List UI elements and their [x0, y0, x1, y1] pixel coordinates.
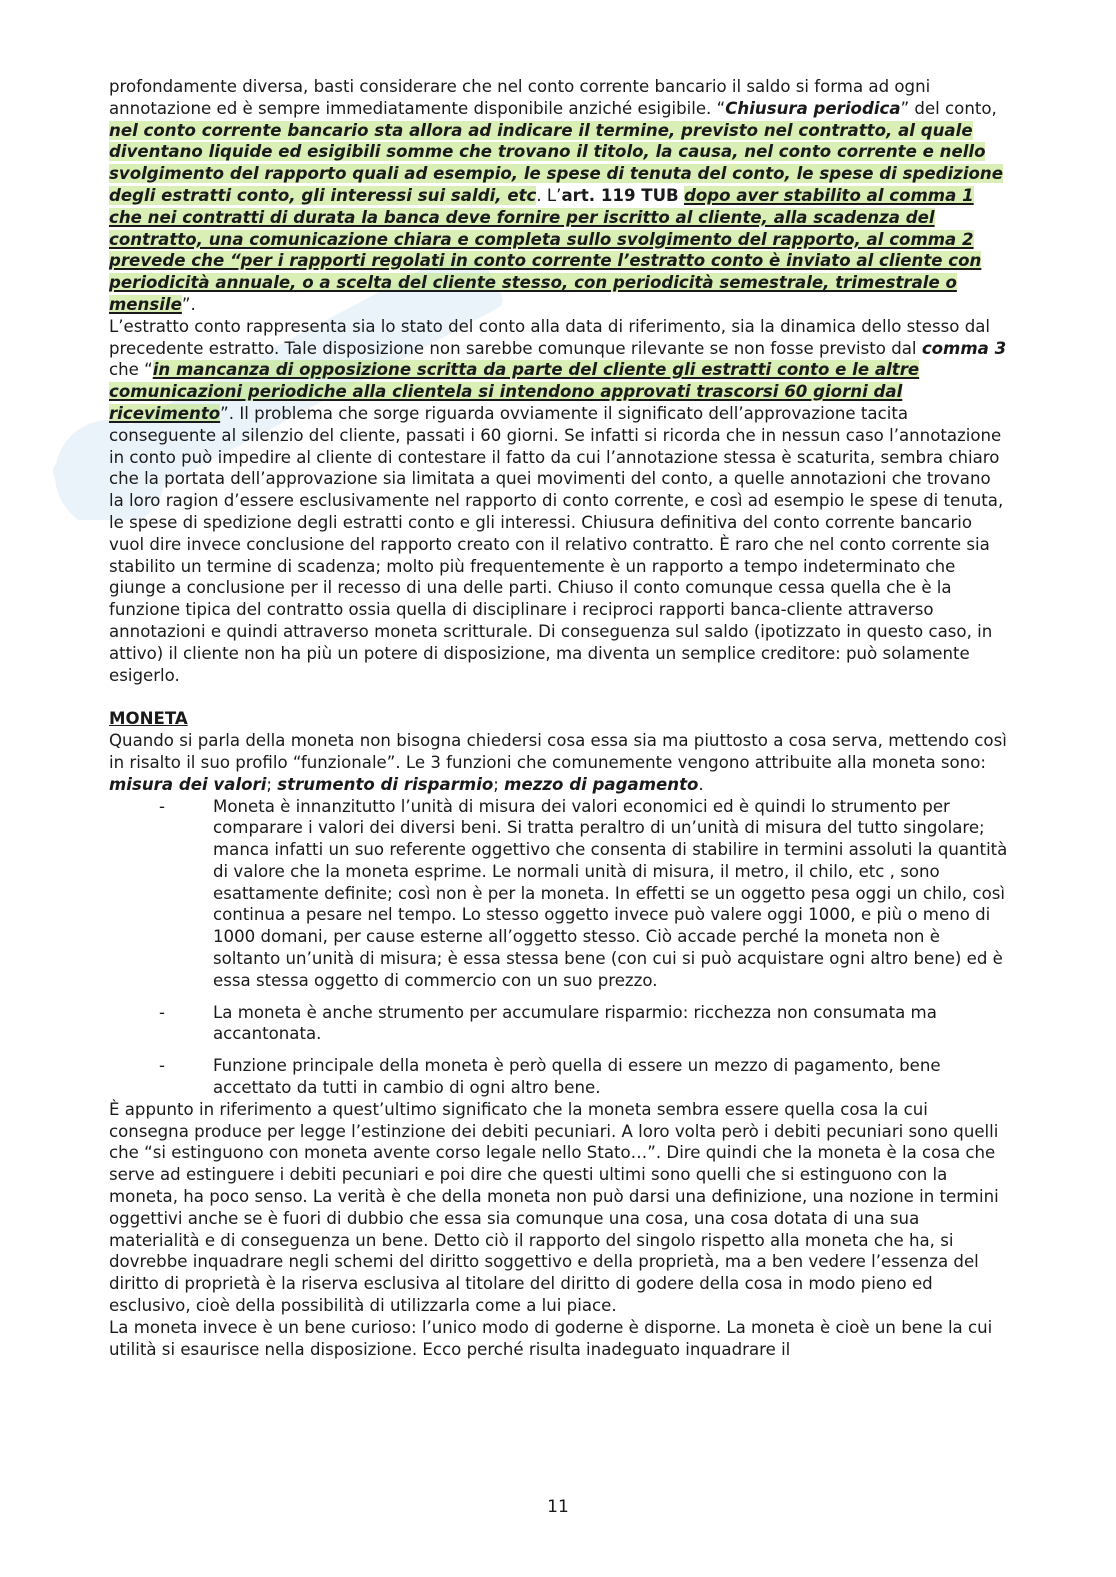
- moneta-functions-list: [109, 796, 1009, 1099]
- page-number: 11: [547, 1497, 569, 1517]
- reference-art-119: art. 119 TUB: [561, 185, 679, 205]
- list-item: - Moneta è innanzitutto l’unità di misura dei valori economici ed è quindi lo strumento per comparare i valori dei diversi beni. Si tratta peraltro di un’unità di misura del tutto singolare; manca infatti un suo referente oggettivo che consenta di stabilire in termini assoluti la quantità di valore che la moneta esprime. Le normali unità di misura, il metro, il chilo, etc , sono esattamente definite; così non è per la moneta. In effetti se un oggetto pesa oggi un chilo, così continua a pesare nel tempo. Lo stesso oggetto invece può valere oggi 1000, e più o meno di 1000 domani, per cause esterne all’oggetto stesso. Ciò accade perché la moneta non è soltanto un’unità di misura; è essa stessa bene (con cui si può acquistare ogni altro bene) ed è essa stessa oggetto di commercio con un suo prezzo.: [159, 796, 1008, 990]
- list-item: - La moneta è anche strumento per accumulare risparmio: ricchezza non consumata ma accantonata.: [159, 1002, 937, 1044]
- reference-comma-3: comma 3: [921, 338, 1007, 358]
- list-item: - Funzione principale della moneta è però quella di essere un mezzo di pagamento, bene accettato da tutti in cambio di ogni altro bene.: [159, 1056, 941, 1098]
- section-heading-moneta: MONETA: [109, 709, 188, 729]
- paragraph-debiti-pecuniari: È appunto in riferimento a quest’ultimo significato che la moneta sembra essere quella cosa la cui consegna produce per legge l’estinzione dei debiti pecuniari. A loro volta però i debiti pecuniari sono quelli che “si estinguono con moneta avente corso legale nello Stato…”. Dire quindi che la moneta è la cosa che serve ad estinguere i debiti pecuniari e poi dire che questi ultimi sono quelli che si estinguono con la moneta, ha poco senso. La verità è che della moneta non può darsi una definizione, una nozione in termini oggettivi anche se è fuori di dubbio che essa sia comunque una cosa, una cosa dotata di una sua materialità e di conseguenza un bene. Detto ciò il rapporto del singolo rispetto alla moneta che ha, si dovrebbe inquadrare negli schemi del diritto soggettivo e della proprietà, ma a ben vedere l’essenza del diritto di proprietà è la riserva esclusiva al titolare del diritto di godere della cosa in modo pieno ed esclusivo, cioè della possibilità di utilizzarla come a lui piace.: [109, 1099, 999, 1316]
- dash-marker: -: [159, 1056, 165, 1076]
- highlight-definition: nel conto corrente bancario sta allora ad indicare il termine, previsto nel contratto, al quale diventano liquide ed esigibili somme che trovano il titolo, la causa, nel conto corrente e nello svolgimento del rapporto quali ad esempio, le spese di tenuta del conto, le spese di spedizione degli estratti conto, gli interessi sui saldi, etc: [109, 120, 1003, 205]
- paragraph-moneta-intro: Quando si parla della moneta non bisogna chiedersi cosa essa sia ma piuttosto a cosa serva, mettendo così in risalto il suo profilo “funzionale”. Le 3 funzioni che comunemente vengono attribuite alla moneta sono: misura dei valori; strumento di risparmio; mezzo di pagamento.: [109, 731, 1007, 794]
- term-strumento-risparmio: strumento di risparmio: [277, 774, 494, 794]
- paragraph-estratto-conto: L’estratto conto rappresenta sia lo stato del conto alla data di riferimento, sia la dinamica dello stesso dal precedente estratto. Tale disposizione non sarebbe comunque rilevante se non fosse previsto dal comma 3 che “in mancanza di opposizione scritta da parte del cliente gli estratti conto e le altre comunicazioni periodiche alla clientela si intendono approvati trascorsi 60 giorni dal ricevimento”. Il problema che sorge riguarda ovviamente il significato dell’approvazione tacita conseguente al silenzio del cliente, passati i 60 giorni. Se infatti si ricorda che in nessun caso l’annotazione in conto può impedire al cliente di contestare il fatto da cui l’annotazione stessa è scaturita, sembra chiaro che la portata dell’approvazione sia limitata a quei movimenti del conto, a quelle annotazioni che trovano la loro ragion d’essere esclusivamente nel rapporto di conto corrente, e così ad esempio le spese di tenuta, le spese di spedizione degli estratti conto e gli interessi. Chiusura definitiva del conto corrente bancario vuol dire invece conclusione del rapporto creato con il relativo contratto. È raro che nel conto corrente sia stabilito un termine di scadenza; molto più frequentemente è un rapporto a tempo indeterminato che giunge a conclusione per il recesso di una delle parti. Chiuso il conto comunque cessa quella che è la funzione tipica del contratto ossia quella di disciplinare i reciproci rapporti banca-cliente attraverso annotazioni e quindi attraverso moneta scritturale. Di conseguenza sul saldo (ipotizzato in questo caso, in attivo) il cliente non ha più un potere di disposizione, ma diventa un semplice creditore: può solamente esigerlo.: [109, 316, 1007, 685]
- dash-marker: -: [159, 796, 165, 816]
- highlight-art-119-text: dopo aver stabilito al comma 1 che nei contratti di durata la banca deve fornire per iscritto al cliente, alla scadenza del contratto, una comunicazione chiara e completa sullo svolgimento del rapporto, al comma 2 prevede che “per i rapporti regolati in conto corrente l’estratto conto è inviato al cliente con periodicità annuale, o a scelta del cliente stesso, con periodicità semestrale, trimestrale o mensile: [109, 185, 982, 314]
- dash-marker: -: [159, 1002, 165, 1022]
- paragraph-bene-curioso: La moneta invece è un bene curioso: l’unico modo di goderne è disporne. La moneta è cioè un bene la cui utilità si esaurisce nella disposizione. Ecco perché risulta inadeguato inquadrare il: [109, 1317, 993, 1359]
- term-chiusura-periodica: Chiusura periodica: [725, 98, 901, 118]
- highlight-comma-3-text: in mancanza di opposizione scritta da parte del cliente gli estratti conto e le altre comunicazioni periodiche alla clientela si intendono approvati trascorsi 60 giorni dal ricevimento: [109, 360, 920, 423]
- term-misura-valori: misura dei valori: [109, 774, 267, 794]
- document-page: [109, 76, 1009, 1360]
- paragraph-chiusura-periodica: profondamente diversa, basti considerare che nel conto corrente bancario il saldo si forma ad ogni annotazione ed è sempre immediatamente disponibile anziché esigibile. “Chiusura periodica” del conto, nel conto corrente bancario sta allora ad indicare il termine, previsto nel contratto, al quale diventano liquide ed esigibili somme che trovano il titolo, la causa, nel conto corrente e nello svolgimento del rapporto quali ad esempio, le spese di tenuta del conto, le spese di spedizione degli estratti conto, gli interessi sui saldi, etc. L’art. 119 TUB dopo aver stabilito al comma 1 che nei contratti di durata la banca deve fornire per iscritto al cliente, alla scadenza del contratto, una comunicazione chiara e completa sullo svolgimento del rapporto, al comma 2 prevede che “per i rapporti regolati in conto corrente l’estratto conto è inviato al cliente con periodicità annuale, o a scelta del cliente stesso, con periodicità semestrale, trimestrale o mensile”.: [109, 77, 1003, 314]
- term-mezzo-pagamento: mezzo di pagamento: [504, 774, 699, 794]
